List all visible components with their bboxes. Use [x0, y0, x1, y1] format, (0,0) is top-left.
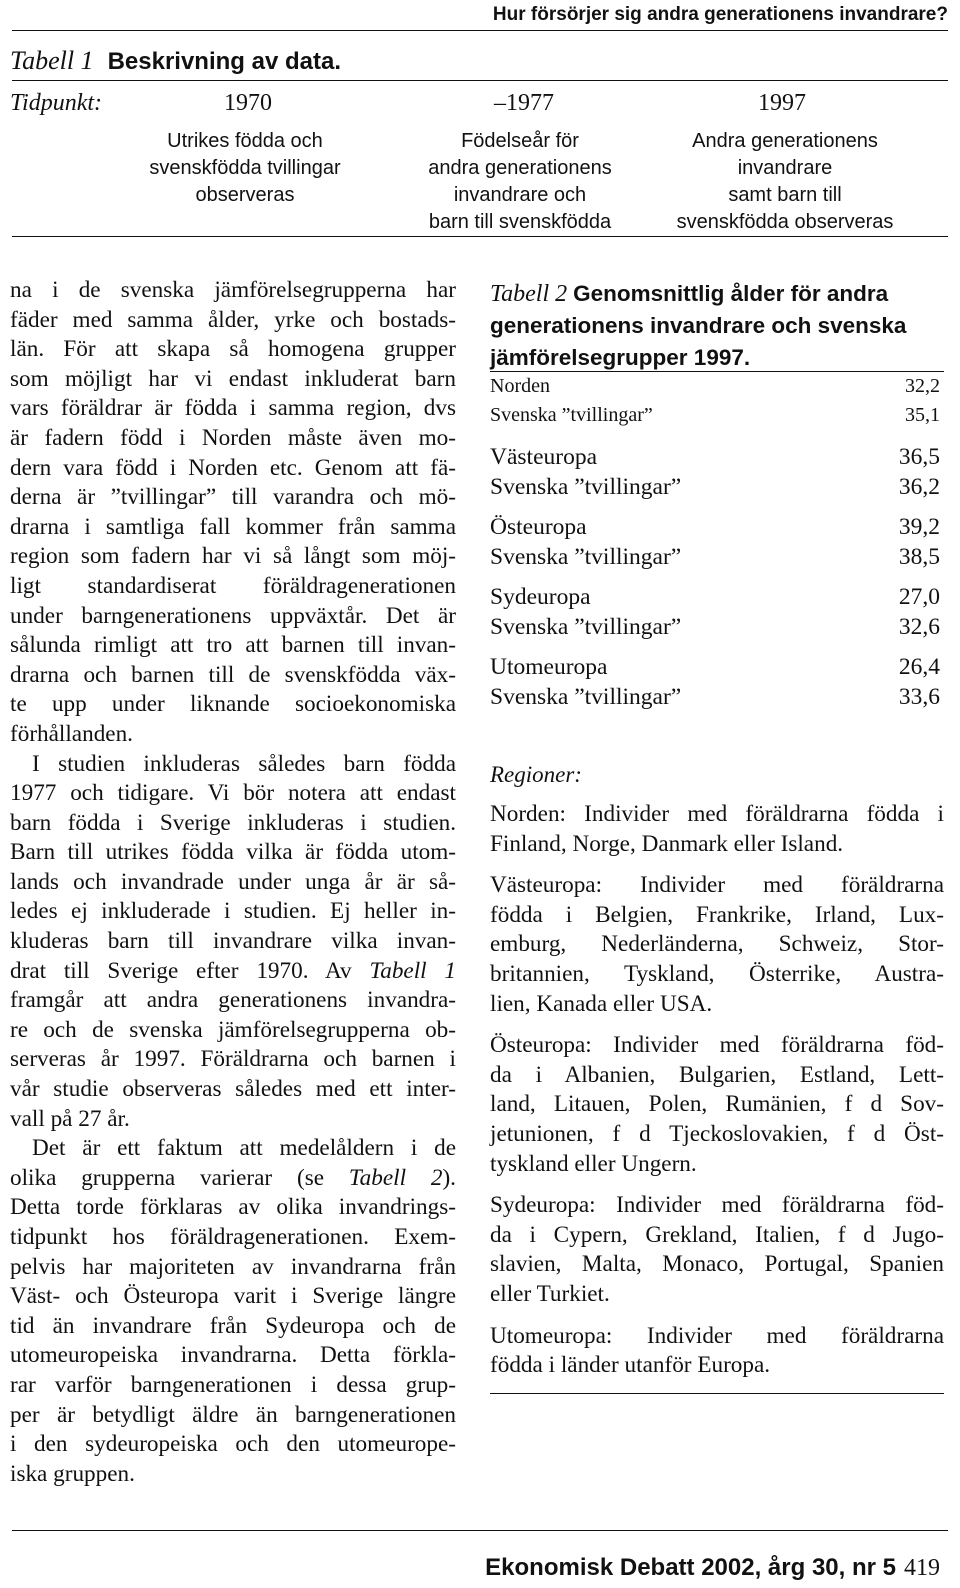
journal-name: Ekonomisk Debatt 2002, årg 30, nr 5	[485, 1554, 896, 1581]
region-description	[490, 871, 944, 1019]
table1-top-rule	[12, 80, 948, 81]
body-line: Det är ett faktum att medelåldern i de	[32, 1135, 456, 1162]
desc-1997: Andra generationens invandrare samt barn till svenskfödda observeras	[676, 130, 894, 233]
table2-title-line1: Genomsnittlig ålder för andra	[573, 281, 889, 306]
body-line: ledes ej inkluderade i studien. Ej heller in-	[10, 898, 456, 925]
body-line: framgår att andra generationens invandra-	[10, 987, 456, 1014]
table2-row	[490, 652, 940, 682]
body-line: som möjligt har vi endast inkluderat barn	[10, 365, 456, 392]
table2-row-label: Svenska ”tvillingar”	[490, 404, 653, 426]
table2-row-value: 39,2	[898, 514, 940, 540]
regioner-label: Regioner:	[490, 762, 582, 787]
region-line: Finland, Norge, Danmark eller Island.	[490, 830, 844, 857]
body-line: region som fadern har vi så långt som möj-	[10, 543, 456, 570]
body-line: län. För att skapa så homogena grupper	[10, 336, 456, 363]
running-header: Hur försörjer sig andra generationens invandrare?	[492, 4, 948, 25]
header-rule	[12, 30, 948, 31]
region-line: eller Turkiet.	[490, 1280, 610, 1307]
body-line: pelvis har majoriteten av invandrarna från	[10, 1253, 456, 1280]
table2-row-label: Svenska ”tvillingar”	[490, 684, 682, 710]
table2-body	[490, 372, 940, 712]
region-line: födda i länder utanför Europa.	[490, 1352, 771, 1379]
body-line: Väst- och Östeuropa varit i Sverige längre	[10, 1283, 456, 1310]
table2-row-label: Utomeuropa	[490, 654, 608, 680]
region-line: da i Albanien, Bulgarien, Estland, Lett-	[490, 1061, 944, 1088]
region-line: Utomeuropa: Individer med föräldrarna	[490, 1322, 944, 1349]
table1-title: Beskrivning av data.	[107, 48, 341, 75]
table2-row	[490, 372, 940, 401]
region-line: emburg, Nederländerna, Schweiz, Stor-	[490, 931, 944, 958]
body-line: utomeuropeiska invandrarna. Detta förkla-	[10, 1342, 456, 1369]
body-line: vars föräldrar är födda i samma region, dvs	[10, 395, 456, 422]
body-line: derna är ”tvillingar” till varandra och mö-	[10, 484, 456, 511]
table2-row-label: Norden	[490, 375, 550, 397]
table2-row-label: Svenska ”tvillingar”	[490, 544, 682, 570]
region-line: slavien, Malta, Monaco, Portugal, Spanien	[490, 1251, 944, 1278]
region-line: Västeuropa: Individer med föräldrarna	[490, 872, 944, 899]
page-number: 419	[904, 1555, 940, 1581]
footer	[485, 1554, 940, 1582]
body-line: na i de svenska jämförelsegrupperna har	[10, 277, 456, 303]
region-line: land, Litauen, Polen, Rumänien, f d Sov-	[490, 1091, 944, 1118]
region-line: lien, Kanada eller USA.	[490, 990, 713, 1017]
table2-caption	[490, 278, 946, 374]
table2-row-value: 33,6	[898, 684, 940, 710]
body-line: kluderas barn till invandrare vilka invan-	[10, 928, 456, 955]
footer-rule	[12, 1530, 948, 1531]
body-line: drarna och barnen till de svenskfödda väx-	[10, 661, 456, 688]
year-1997: 1997	[758, 90, 806, 116]
ref-tabell-2: Tabell 2	[348, 1164, 443, 1191]
body-line: olika grupperna varierar (se Tabell 2).	[10, 1164, 456, 1191]
region-description	[490, 1322, 944, 1381]
table2-row	[490, 472, 940, 502]
table2-row	[490, 442, 940, 472]
body-line: drat till Sverige efter 1970. Av Tabell 1	[10, 957, 456, 984]
table2-row	[490, 512, 940, 542]
body-line: iska gruppen.	[10, 1460, 135, 1487]
region-description	[490, 1191, 944, 1309]
table2-row-label: Västeuropa	[490, 444, 598, 470]
desc-1977: Födelseår för andra generationens invandrare och barn till svenskfödda	[428, 130, 612, 233]
body-line: Barn till utrikes födda vilka är födda utom-	[10, 839, 456, 866]
table2-row-value: 27,0	[898, 584, 940, 610]
body-line: vall på 27 år.	[10, 1105, 130, 1132]
table1-label: Tabell 1	[10, 46, 94, 75]
body-line: Detta torde förklaras av olika invandrings-	[10, 1194, 456, 1221]
region-line: da i Cypern, Grekland, Italien, f d Jugo-	[490, 1221, 944, 1248]
table2-row-value: 38,5	[898, 544, 940, 570]
body-text-left	[10, 276, 456, 1489]
tidpunkt-label: Tidpunkt:	[10, 90, 103, 116]
table2-row-value: 32,2	[905, 375, 940, 397]
region-line: jetunionen, f d Tjeckoslovakien, f d Öst-	[490, 1120, 944, 1147]
table2-row-value: 32,6	[898, 614, 940, 640]
body-line: lands och invandrade under unga år är så-	[10, 868, 456, 895]
table2-row	[490, 682, 940, 712]
body-line: 1977 och tidigare. Vi bör notera att endast	[10, 780, 456, 807]
table2-row	[490, 401, 940, 430]
body-line: vår studie observeras således med ett inter-	[10, 1076, 456, 1103]
body-line: är fadern född i Norden måste även mo-	[10, 424, 456, 451]
table2-label: Tabell 2	[490, 281, 568, 307]
table2-title-line2: generationens invandrare och svenska	[490, 313, 907, 338]
table2-bottom-rule	[490, 1393, 944, 1394]
desc-1970: Utrikes födda och svenskfödda tvillingar observeras	[149, 130, 341, 206]
body-line: barn födda i Sverige inkluderas i studien.	[10, 809, 456, 836]
body-line: tidpunkt hos föräldragenerationen. Exem-	[10, 1224, 456, 1250]
region-line: tyskland eller Ungern.	[490, 1150, 697, 1177]
body-line: förhållanden.	[10, 720, 133, 747]
table2-row-value: 35,1	[905, 404, 940, 426]
region-line: Östeuropa: Individer med föräldrarna föd-	[490, 1032, 944, 1059]
table2-row-value: 36,5	[898, 444, 940, 470]
ref-tabell-1: Tabell 1	[369, 957, 456, 984]
body-line: fäder med samma ålder, yrke och bostads-	[10, 306, 456, 333]
table2-row	[490, 542, 940, 572]
region-line: britannien, Tyskland, Österrike, Austra-	[490, 960, 944, 987]
body-line: under barngenerationens uppväxtår. Det är	[10, 602, 456, 629]
body-line: re och de svenska jämförelsegrupperna ob-	[10, 1016, 456, 1043]
year-1977: –1977	[494, 90, 554, 116]
table2-row-label: Svenska ”tvillingar”	[490, 614, 682, 640]
region-description	[490, 800, 944, 859]
body-line: i den sydeuropeiska och den utomeurope-	[10, 1431, 456, 1458]
table2-row	[490, 582, 940, 612]
body-line: sålunda rimligt att tro att barnen till invan-	[10, 632, 456, 659]
table2-row	[490, 612, 940, 642]
region-line: Sydeuropa: Individer med föräldrarna föd-	[490, 1192, 944, 1219]
body-line: ligt standardiserat föräldragenerationen	[10, 572, 456, 599]
year-1970: 1970	[224, 90, 272, 116]
body-line: dern vara född i Norden etc. Genom att fä-	[10, 454, 456, 481]
body-line: I studien inkluderas således barn födda	[32, 750, 456, 777]
table1-caption	[10, 46, 341, 76]
ref-tail: ).	[442, 1164, 456, 1191]
body-line: tid än invandrare från Sydeuropa och de	[10, 1312, 456, 1339]
table2-row-value: 36,2	[898, 474, 940, 500]
table2-row-label: Sydeuropa	[490, 584, 591, 610]
body-line: te upp under liknande socioekonomiska	[10, 691, 456, 718]
region-line: Norden: Individer med föräldrarna födda i	[490, 801, 944, 827]
table1-bottom-rule	[12, 236, 948, 237]
region-description	[490, 1031, 944, 1179]
table2-row-label: Svenska ”tvillingar”	[490, 474, 682, 500]
table2-row-value: 26,4	[898, 654, 940, 680]
body-line: serveras år 1997. Föräldrarna och barnen i	[10, 1046, 456, 1073]
body-line: rar varför barngenerationen i dessa grup-	[10, 1371, 456, 1398]
table2-row-label: Östeuropa	[490, 514, 587, 540]
region-line: födda i Belgien, Frankrike, Irland, Lux-	[490, 901, 944, 928]
body-line: drarna i samtliga fall kommer från samma	[10, 513, 456, 540]
table2-title-line3: jämförelsegrupper 1997.	[490, 345, 751, 370]
regions-list	[490, 800, 944, 1393]
body-line: per är betydligt äldre än barngenerationen	[10, 1401, 456, 1428]
